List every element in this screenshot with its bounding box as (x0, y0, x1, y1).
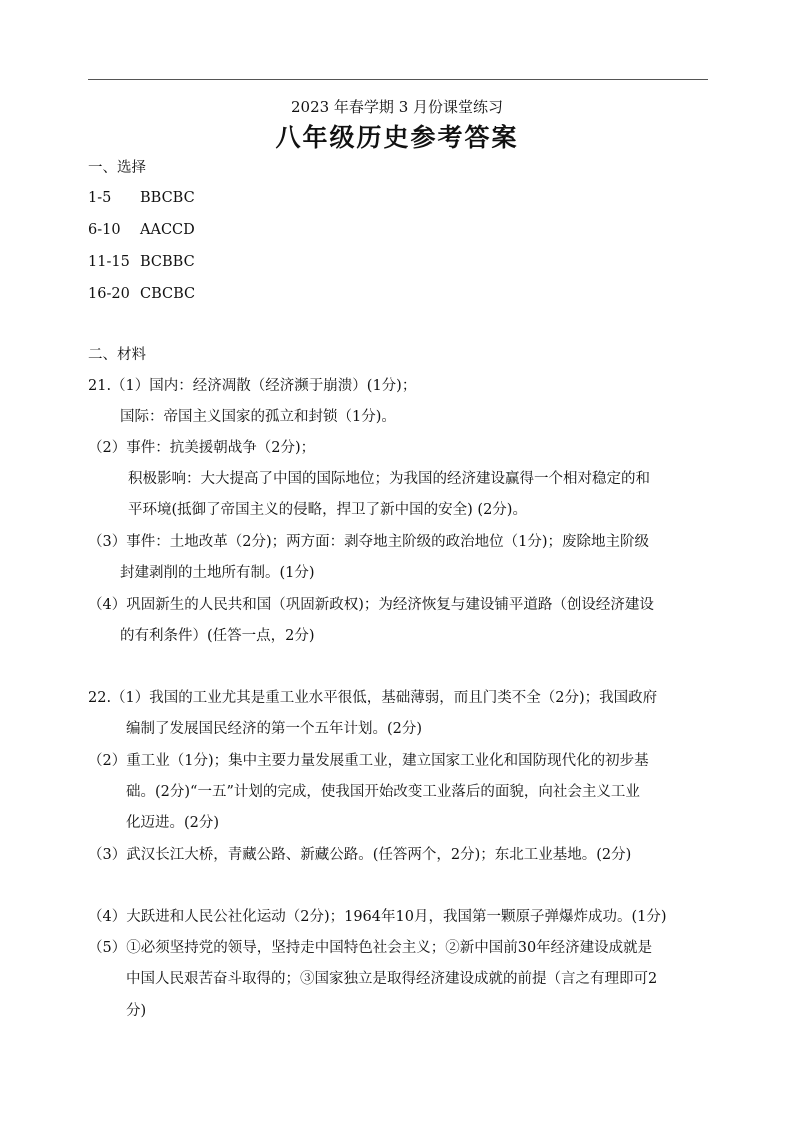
answer-range: 16-20 (88, 286, 130, 302)
q22-line: 础。(2分)“一五”计划的完成，使我国开始改变工业落后的面貌，向社会主义工业 (126, 784, 640, 800)
q22-line: （5）①必须坚持党的领导，坚持走中国特色社会主义；②新中国前30年经济建设成就是 (88, 940, 653, 956)
answer-range: 11-15 (88, 254, 130, 270)
answer-letters: BBCBC (140, 190, 195, 206)
q21-line: 21.（1）国内：经济凋散（经济濒于崩溃）(1分)； (88, 378, 417, 394)
answer-row (88, 188, 195, 208)
answer-row (88, 284, 195, 304)
q21-line: 的有利条件）(任答一点，2分) (120, 628, 315, 644)
q22-line: 分) (126, 1003, 147, 1019)
q21-line: 积极影响：大大提高了中国的国际地位；为我国的经济建设赢得一个相对稳定的和 (128, 471, 650, 487)
q22-line: （2）重工业（1分)；集中主要力量发展重工业，建立国家工业化和国防现代化的初步基 (88, 753, 649, 769)
answer-letters: AACCD (140, 222, 195, 238)
q21-line: （2）事件：抗美援朝战争（2分)； (88, 440, 316, 456)
q22-line: （4）大跃进和人民公社化运动（2分)；1964年10月，我国第一颗原子弹爆炸成功。(1分) (88, 909, 667, 925)
section1-heading: 一、选择 (88, 160, 146, 176)
q21-line: 国际：帝国主义国家的孤立和封锁（1分)。 (120, 409, 396, 425)
q22-line: 编制了发展国民经济的第一个五年计划。(2分) (126, 721, 423, 737)
q21-line: 平环境(抵御了帝国主义的侵略，捍卫了新中国的安全) (2分)。 (128, 502, 527, 518)
q22-line: 中国人民艰苦奋斗取得的；③国家独立是取得经济建设成就的前提（言之有理即可2 (126, 971, 658, 987)
q22-line: （3）武汉长江大桥，青藏公路、新藏公路。(任答两个，2分)；东北工业基地。(2分) (88, 847, 632, 863)
q21-line: （3）事件：土地改革（2分)；两方面：剥夺地主阶级的政治地位（1分)；废除地主阶级 (88, 534, 649, 550)
answer-row (88, 252, 195, 272)
answer-range: 1-5 (88, 190, 112, 206)
q22-line: 化迈进。(2分) (126, 815, 220, 831)
q22-line: 22.（1）我国的工业尤其是重工业水平很低，基础薄弱，而且门类不全（2分)；我国政府 (88, 690, 658, 706)
q21-line: 封建剥削的土地所有制。(1分) (120, 565, 315, 581)
header-rule (88, 79, 708, 80)
answer-range: 6-10 (88, 222, 121, 238)
page-subtitle: 2023 年春学期 3 月份课堂练习 (290, 98, 504, 116)
section2-heading: 二、材料 (88, 347, 146, 363)
q21-line: （4）巩固新生的人民共和国（巩固新政权)；为经济恢复与建设铺平道路（创设经济建设 (88, 597, 654, 613)
page-title: 八年级历史参考答案 (275, 123, 519, 152)
answer-letters: CBCBC (140, 286, 196, 302)
answer-row (88, 220, 195, 240)
answer-letters: BCBBC (140, 254, 195, 270)
